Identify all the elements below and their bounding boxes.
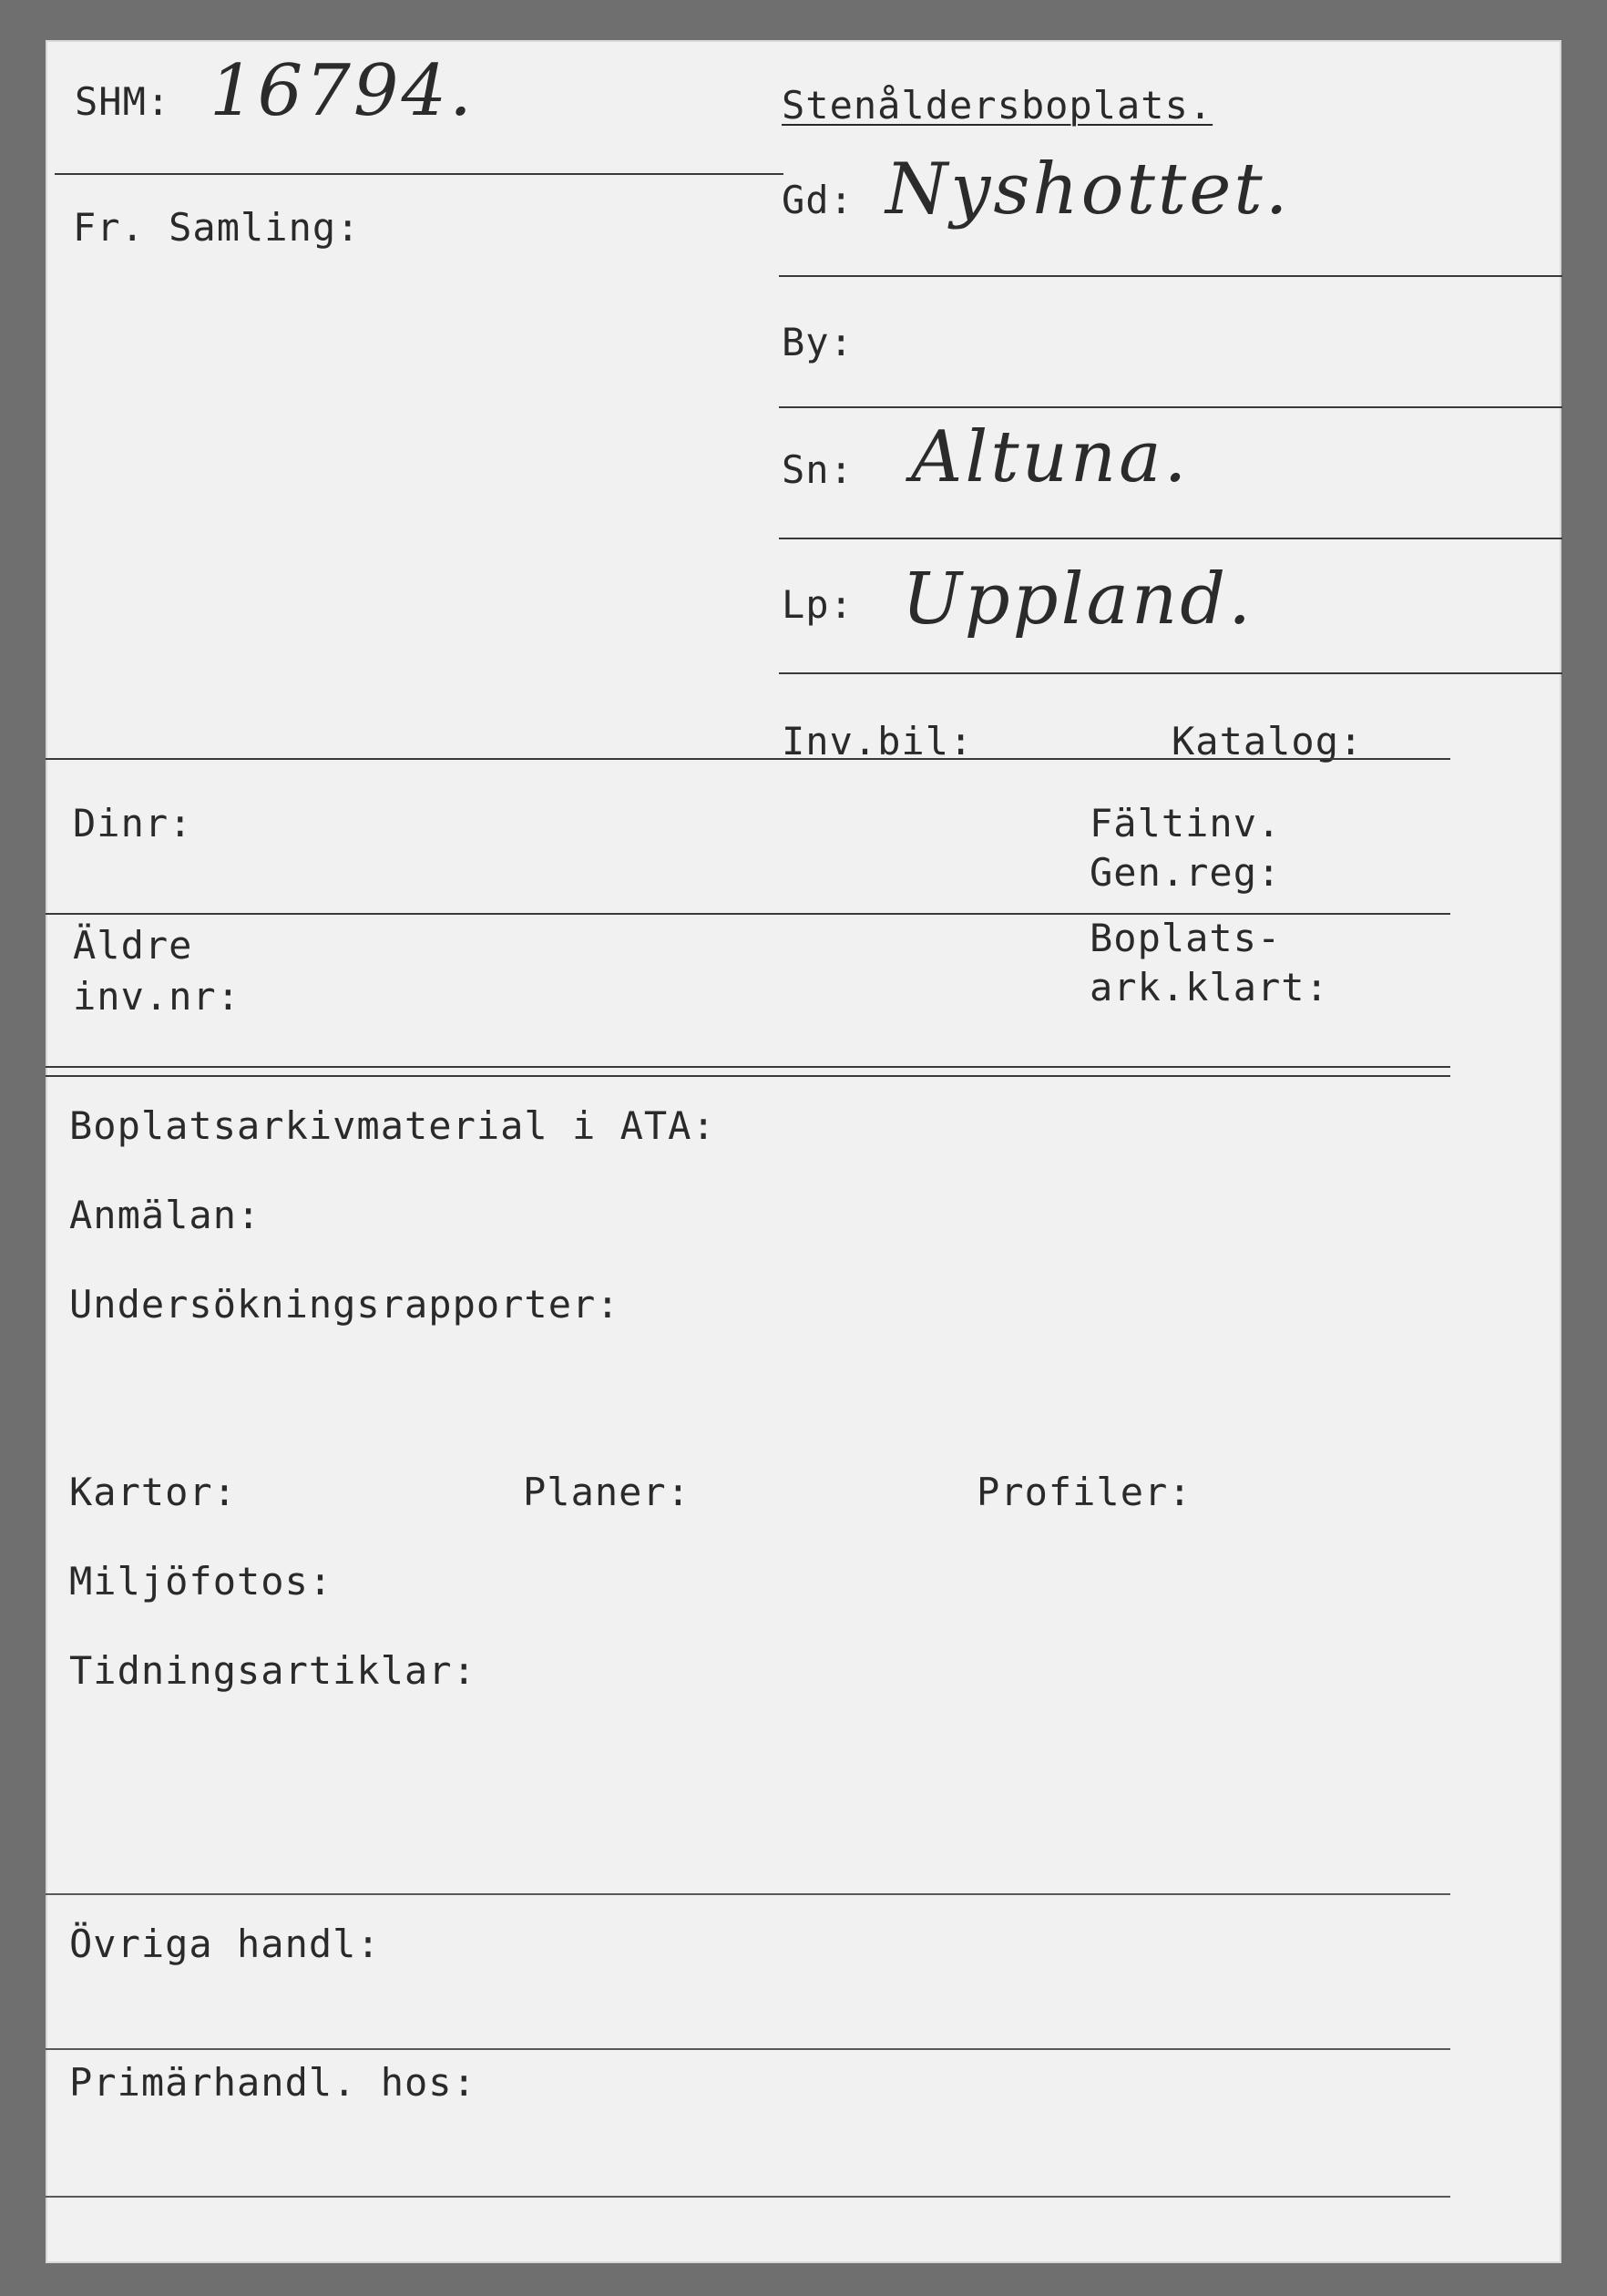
inventory-top-rule <box>46 758 1450 760</box>
shm-label: SHM: <box>75 79 171 124</box>
profiler-label: Profiler: <box>977 1470 1192 1514</box>
ovriga-top-rule <box>46 1893 1450 1895</box>
by-rule <box>779 406 1562 408</box>
collection-label: Fr. Samling: <box>73 205 361 250</box>
planer-label: Planer: <box>523 1470 691 1514</box>
faltinv-label: Fältinv. <box>1090 801 1282 846</box>
arkklart-label: ark.klart: <box>1090 965 1329 1010</box>
aldre-label: Äldre <box>73 923 193 968</box>
header-divider <box>55 173 783 175</box>
katalog-label: Katalog: <box>1172 719 1364 764</box>
miljofotos-label: Miljöfotos: <box>69 1559 333 1604</box>
invnr-label: inv.nr: <box>73 974 241 1019</box>
ovriga-label: Övriga handl: <box>69 1922 381 1966</box>
rapporter-label: Undersökningsrapporter: <box>69 1282 620 1327</box>
bottom-rule <box>46 2196 1450 2198</box>
primar-label: Primärhandl. hos: <box>69 2060 476 2105</box>
archive-double-rule-top <box>46 1066 1450 1068</box>
archive-title: Boplatsarkivmaterial i ATA: <box>69 1103 716 1148</box>
primar-top-rule <box>46 2048 1450 2050</box>
sn-rule <box>779 538 1562 539</box>
anmalan-label: Anmälan: <box>69 1193 261 1237</box>
by-label: By: <box>782 320 854 364</box>
dinr-label: Dinr: <box>73 801 193 846</box>
dinr-rule <box>46 913 1450 915</box>
gd-label: Gd: <box>782 178 854 222</box>
sn-value-handwritten: Altuna. <box>911 416 1190 498</box>
lp-rule <box>779 672 1562 674</box>
shm-number-handwritten: 16794. <box>210 50 475 132</box>
kartor-label: Kartor: <box>69 1470 238 1514</box>
sn-label: Sn: <box>782 447 854 492</box>
lp-value-handwritten: Uppland. <box>902 559 1254 641</box>
gd-value-handwritten: Nyshottet. <box>885 149 1291 231</box>
gd-rule <box>779 275 1562 277</box>
category-title: Stenåldersboplats. <box>782 83 1213 128</box>
tidningsartiklar-label: Tidningsartiklar: <box>69 1648 476 1693</box>
genreg-label: Gen.reg: <box>1090 850 1282 895</box>
archive-double-rule-bottom <box>46 1075 1450 1077</box>
boplats-label: Boplats- <box>1090 916 1282 960</box>
inv-bil-label: Inv.bil: <box>782 719 974 764</box>
lp-label: Lp: <box>782 582 854 627</box>
